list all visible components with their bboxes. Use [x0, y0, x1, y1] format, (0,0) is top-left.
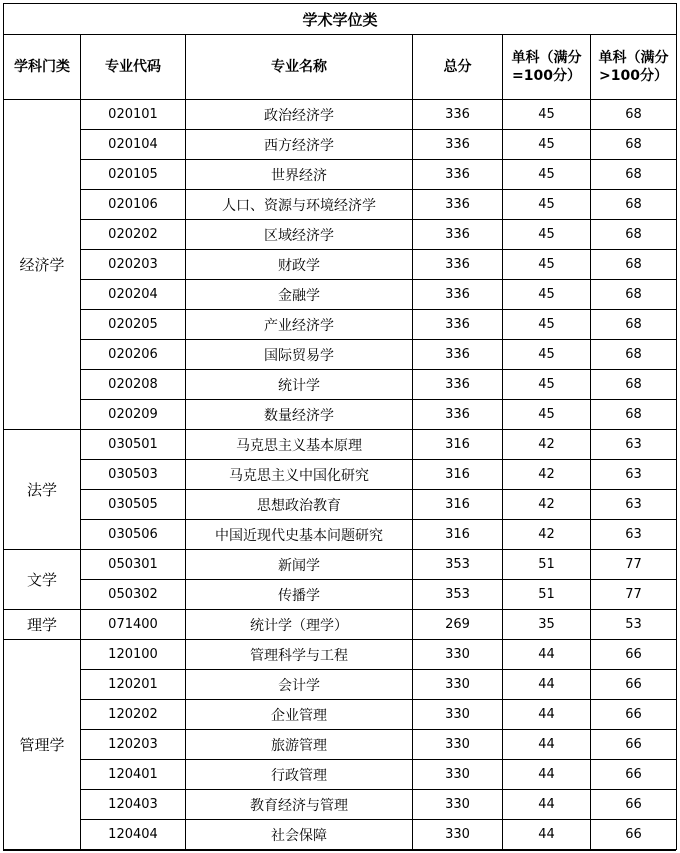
major-name-cell: 传播学: [186, 580, 413, 610]
major-code-cell: 030503: [81, 460, 186, 490]
total-score-cell: 316: [413, 460, 503, 490]
single-over100-cell: 68: [591, 250, 677, 280]
table-row: [4, 460, 677, 490]
single-100-cell: 42: [503, 460, 591, 490]
total-score-cell: 353: [413, 550, 503, 580]
table-row: [4, 280, 677, 310]
single-over100-cell: 77: [591, 550, 677, 580]
major-code-cell: 020104: [81, 130, 186, 160]
single-100-cell: 44: [503, 640, 591, 670]
table-row: [4, 250, 677, 280]
major-name-cell: 教育经济与管理: [186, 790, 413, 820]
total-score-cell: 269: [413, 610, 503, 640]
single-over100-cell: 77: [591, 580, 677, 610]
single-100-cell: 44: [503, 790, 591, 820]
single-over100-cell: 68: [591, 370, 677, 400]
major-code-cell: 120401: [81, 760, 186, 790]
major-code-cell: 020209: [81, 400, 186, 430]
single-over100-cell: 68: [591, 310, 677, 340]
single-100-cell: 45: [503, 370, 591, 400]
major-name-cell: 行政管理: [186, 760, 413, 790]
single-100-cell: 45: [503, 280, 591, 310]
table-row: [4, 550, 677, 580]
header-single-100: 单科（满分=100分）: [503, 35, 591, 100]
table-row: [4, 400, 677, 430]
category-cell: 文学: [4, 550, 81, 610]
major-code-cell: 020101: [81, 100, 186, 130]
single-over100-cell: 68: [591, 340, 677, 370]
major-name-cell: 社会保障: [186, 820, 413, 850]
total-score-cell: 336: [413, 280, 503, 310]
single-100-cell: 44: [503, 700, 591, 730]
single-over100-cell: 66: [591, 730, 677, 760]
table-row: [4, 160, 677, 190]
table-row: [4, 490, 677, 520]
total-score-cell: 330: [413, 670, 503, 700]
major-name-cell: 数量经济学: [186, 400, 413, 430]
header-total: 总分: [413, 35, 503, 100]
total-score-cell: 336: [413, 100, 503, 130]
table-row: [4, 340, 677, 370]
table-row: [4, 520, 677, 550]
single-100-cell: 45: [503, 400, 591, 430]
major-code-cell: 020202: [81, 220, 186, 250]
single-100-cell: 35: [503, 610, 591, 640]
major-code-cell: 020204: [81, 280, 186, 310]
table-row: [4, 670, 677, 700]
total-score-cell: 336: [413, 370, 503, 400]
major-name-cell: 人口、资源与环境经济学: [186, 190, 413, 220]
table-row: [4, 100, 677, 130]
table-row: [4, 700, 677, 730]
major-code-cell: 050301: [81, 550, 186, 580]
category-cell: 法学: [4, 430, 81, 550]
single-100-cell: 51: [503, 580, 591, 610]
major-code-cell: 020203: [81, 250, 186, 280]
header-code: 专业代码: [81, 35, 186, 100]
major-code-cell: 020205: [81, 310, 186, 340]
table-row: [4, 790, 677, 820]
single-100-cell: 44: [503, 670, 591, 700]
major-code-cell: 030506: [81, 520, 186, 550]
total-score-cell: 316: [413, 490, 503, 520]
total-score-cell: 330: [413, 790, 503, 820]
major-name-cell: 产业经济学: [186, 310, 413, 340]
single-over100-cell: 63: [591, 460, 677, 490]
single-over100-cell: 66: [591, 820, 677, 850]
major-name-cell: 中国近现代史基本问题研究: [186, 520, 413, 550]
header-single-over100: 单科（满分>100分）: [591, 35, 677, 100]
single-100-cell: 44: [503, 820, 591, 850]
table-title: 学术学位类: [4, 4, 677, 35]
single-over100-cell: 66: [591, 700, 677, 730]
table-row: [4, 760, 677, 790]
single-100-cell: 42: [503, 490, 591, 520]
table-row: [4, 130, 677, 160]
total-score-cell: 336: [413, 160, 503, 190]
major-code-cell: 030501: [81, 430, 186, 460]
major-code-cell: 071400: [81, 610, 186, 640]
single-over100-cell: 68: [591, 160, 677, 190]
major-code-cell: 120203: [81, 730, 186, 760]
total-score-cell: 330: [413, 760, 503, 790]
total-score-cell: 330: [413, 820, 503, 850]
single-100-cell: 45: [503, 130, 591, 160]
table-row: [4, 370, 677, 400]
single-over100-cell: 66: [591, 760, 677, 790]
table-body: [4, 100, 677, 850]
major-code-cell: 020105: [81, 160, 186, 190]
bottom-rule: [3, 850, 676, 851]
score-table: [3, 3, 677, 850]
table-row: [4, 220, 677, 250]
major-name-cell: 世界经济: [186, 160, 413, 190]
total-score-cell: 336: [413, 130, 503, 160]
major-name-cell: 统计学（理学）: [186, 610, 413, 640]
single-over100-cell: 63: [591, 430, 677, 460]
single-over100-cell: 68: [591, 220, 677, 250]
table-row: [4, 430, 677, 460]
total-score-cell: 336: [413, 250, 503, 280]
single-100-cell: 45: [503, 160, 591, 190]
major-code-cell: 120201: [81, 670, 186, 700]
table-row: [4, 580, 677, 610]
major-name-cell: 思想政治教育: [186, 490, 413, 520]
single-100-cell: 45: [503, 220, 591, 250]
single-over100-cell: 68: [591, 130, 677, 160]
major-name-cell: 企业管理: [186, 700, 413, 730]
major-name-cell: 会计学: [186, 670, 413, 700]
table-row: [4, 640, 677, 670]
total-score-cell: 330: [413, 730, 503, 760]
major-name-cell: 财政学: [186, 250, 413, 280]
major-code-cell: 120404: [81, 820, 186, 850]
total-score-cell: 336: [413, 220, 503, 250]
major-name-cell: 国际贸易学: [186, 340, 413, 370]
total-score-cell: 336: [413, 340, 503, 370]
single-over100-cell: 68: [591, 190, 677, 220]
table-row: [4, 310, 677, 340]
single-over100-cell: 66: [591, 790, 677, 820]
single-100-cell: 45: [503, 100, 591, 130]
table-row: [4, 820, 677, 850]
major-code-cell: 120403: [81, 790, 186, 820]
single-over100-cell: 68: [591, 280, 677, 310]
single-over100-cell: 68: [591, 400, 677, 430]
single-100-cell: 45: [503, 310, 591, 340]
total-score-cell: 316: [413, 520, 503, 550]
major-name-cell: 西方经济学: [186, 130, 413, 160]
major-code-cell: 020206: [81, 340, 186, 370]
header-name: 专业名称: [186, 35, 413, 100]
category-cell: 管理学: [4, 640, 81, 850]
single-over100-cell: 63: [591, 520, 677, 550]
major-name-cell: 政治经济学: [186, 100, 413, 130]
table-row: [4, 190, 677, 220]
major-code-cell: 120100: [81, 640, 186, 670]
total-score-cell: 330: [413, 640, 503, 670]
table-row: [4, 610, 677, 640]
major-code-cell: 020208: [81, 370, 186, 400]
single-100-cell: 42: [503, 430, 591, 460]
single-100-cell: 45: [503, 190, 591, 220]
single-over100-cell: 53: [591, 610, 677, 640]
total-score-cell: 353: [413, 580, 503, 610]
major-code-cell: 030505: [81, 490, 186, 520]
single-100-cell: 45: [503, 250, 591, 280]
single-100-cell: 45: [503, 340, 591, 370]
header-category: 学科门类: [4, 35, 81, 100]
total-score-cell: 336: [413, 400, 503, 430]
major-name-cell: 区域经济学: [186, 220, 413, 250]
category-cell: 经济学: [4, 100, 81, 430]
major-name-cell: 新闻学: [186, 550, 413, 580]
table-row: [4, 730, 677, 760]
major-code-cell: 120202: [81, 700, 186, 730]
single-100-cell: 44: [503, 730, 591, 760]
single-100-cell: 42: [503, 520, 591, 550]
single-over100-cell: 66: [591, 640, 677, 670]
major-code-cell: 020106: [81, 190, 186, 220]
single-100-cell: 44: [503, 760, 591, 790]
total-score-cell: 336: [413, 310, 503, 340]
single-over100-cell: 66: [591, 670, 677, 700]
major-name-cell: 管理科学与工程: [186, 640, 413, 670]
major-name-cell: 马克思主义中国化研究: [186, 460, 413, 490]
total-score-cell: 316: [413, 430, 503, 460]
single-100-cell: 51: [503, 550, 591, 580]
single-over100-cell: 63: [591, 490, 677, 520]
total-score-cell: 330: [413, 700, 503, 730]
major-name-cell: 马克思主义基本原理: [186, 430, 413, 460]
major-code-cell: 050302: [81, 580, 186, 610]
category-cell: 理学: [4, 610, 81, 640]
single-over100-cell: 68: [591, 100, 677, 130]
score-table-container: [3, 3, 676, 850]
total-score-cell: 336: [413, 190, 503, 220]
major-name-cell: 金融学: [186, 280, 413, 310]
major-name-cell: 旅游管理: [186, 730, 413, 760]
major-name-cell: 统计学: [186, 370, 413, 400]
